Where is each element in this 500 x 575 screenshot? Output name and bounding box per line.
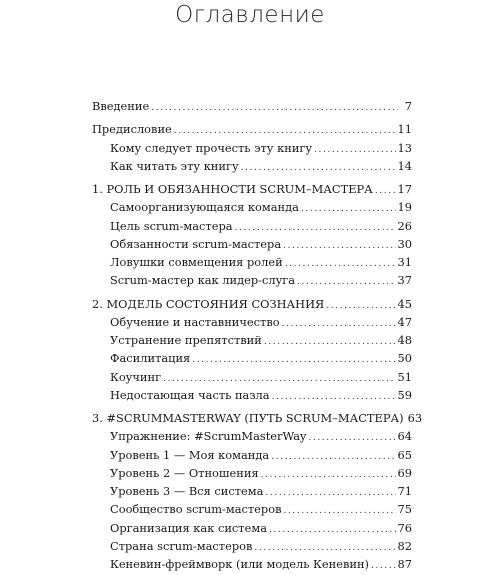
toc-entry-page-number: 37 <box>397 273 412 288</box>
dot-leader <box>283 502 395 520</box>
toc-chapter-entry[interactable] <box>92 295 412 313</box>
toc-entry-label: Кому следует прочесть эту книгу <box>110 140 313 155</box>
dot-leader <box>272 388 396 406</box>
toc-section-entry[interactable] <box>92 446 412 464</box>
toc-entry-label: Сообщество scrum-мастеров <box>110 502 282 517</box>
toc-entry-page-number: 19 <box>397 200 412 215</box>
toc-entry-label: 2. МОДЕЛЬ СОСТОЯНИЯ СОЗНАНИЯ <box>92 296 325 311</box>
toc-section-entry[interactable] <box>92 331 412 349</box>
toc-entry-page-number: 45 <box>397 296 412 311</box>
toc-entry-page-number: 65 <box>397 447 412 462</box>
toc-entry-page-number: 13 <box>397 140 412 155</box>
toc-chapter-entry[interactable] <box>92 97 412 115</box>
dot-leader <box>271 448 395 466</box>
toc-section-entry[interactable] <box>92 537 412 555</box>
toc-entry-label: Введение <box>92 99 150 113</box>
dot-leader <box>297 273 395 291</box>
toc-entry-label: 3. #SCRUMMASTERWAY (ПУТЬ SCRUM–МАСТЕРА) <box>92 411 404 425</box>
toc-entry-label: Недостающая часть пазла <box>110 387 270 402</box>
toc-section-entry[interactable] <box>92 482 412 500</box>
dot-leader <box>282 315 396 333</box>
toc-entry-page-number: 51 <box>397 369 412 384</box>
toc-section-entry[interactable] <box>92 235 412 253</box>
dot-leader <box>151 99 398 117</box>
toc-entry-label: Коучинг <box>110 369 162 384</box>
dot-leader <box>261 466 396 484</box>
toc-entry-page-number: 50 <box>397 351 412 366</box>
toc-entry-label: Цель scrum-мастера <box>110 218 233 233</box>
toc-entry-page-number: 47 <box>397 314 412 329</box>
toc-section-entry[interactable] <box>92 271 412 289</box>
toc-section-entry[interactable] <box>92 555 412 573</box>
toc-section-entry[interactable] <box>92 427 412 445</box>
toc-entry-label: Страна scrum-мастеров <box>110 538 253 553</box>
toc-section-entry[interactable] <box>92 349 412 367</box>
dot-leader <box>264 333 396 351</box>
dot-leader <box>301 200 396 218</box>
toc-entry-page-number: 7 <box>404 99 412 113</box>
toc-entry-page-number: 17 <box>397 182 412 196</box>
toc-section-entry[interactable] <box>92 253 412 271</box>
toc-chapter-entry[interactable] <box>92 120 412 138</box>
toc-entry-page-number: 75 <box>397 502 412 517</box>
toc-chapter-entry[interactable] <box>92 409 423 427</box>
dot-leader <box>375 182 396 200</box>
dot-leader <box>283 237 395 255</box>
toc-entry-page-number: 48 <box>397 333 412 347</box>
toc-entry-label: Организация как система <box>110 520 267 535</box>
dot-leader <box>269 521 396 539</box>
toc-entry-label: Уровень 3 — Вся система <box>110 484 264 498</box>
toc-section-entry[interactable] <box>92 500 412 518</box>
dot-leader <box>371 557 396 575</box>
toc-entry-page-number: 76 <box>397 520 412 535</box>
toc-section-entry[interactable] <box>92 217 412 235</box>
toc-section-entry[interactable] <box>92 313 412 331</box>
toc-entry-label: Самоорганизующаяся команда <box>110 200 299 215</box>
toc-entry-label: Уровень 1 — Моя команда <box>110 447 270 462</box>
toc-entry-page-number: 30 <box>397 236 412 251</box>
toc-entry-page-number: 64 <box>397 429 412 444</box>
toc-entry-label: Упражнение: #ScrumMasterWay <box>110 429 307 444</box>
toc-entry-label: Уровень 2 — Отношения <box>110 465 259 480</box>
dot-leader <box>241 159 396 177</box>
dot-leader <box>314 141 395 159</box>
toc-entry-label: Обучение и наставничество <box>110 314 280 329</box>
toc-entry-label: Кеневин-фреймворк (или модель Кеневин) <box>110 557 369 571</box>
toc-section-entry[interactable] <box>92 519 412 537</box>
toc-entry-label: Ловушки совмещения ролей <box>110 255 283 269</box>
toc-entry-label: Scrum-мастер как лидер-слуга <box>110 273 296 288</box>
toc-section-entry[interactable] <box>92 139 412 157</box>
page-title: Оглавление <box>175 2 325 28</box>
toc-entry-page-number: 87 <box>397 557 412 571</box>
toc-section-entry[interactable] <box>92 157 412 175</box>
toc-entry-label: Устранение препятствий <box>110 333 262 347</box>
toc-section-entry[interactable] <box>92 464 412 482</box>
toc-entry-page-number: 59 <box>397 387 412 402</box>
toc-entry-label: Фасилитация <box>110 351 191 366</box>
toc-entry-page-number: 69 <box>397 465 412 480</box>
toc-entry-page-number: 31 <box>397 255 412 269</box>
toc-entry-label: 1. РОЛЬ И ОБЯЗАННОСТИ SCRUM–МАСТЕРА <box>92 182 373 196</box>
toc-entry-page-number: 26 <box>397 218 412 233</box>
dot-leader <box>308 429 395 447</box>
toc-entry-label: Как читать эту книгу <box>110 158 239 173</box>
toc-section-entry[interactable] <box>92 198 412 216</box>
toc-entry-page-number: 63 <box>407 411 423 425</box>
toc-entry-label: Обязанности scrum-мастера <box>110 236 282 251</box>
toc-entry-label: Предисловие <box>92 122 172 137</box>
toc-chapter-entry[interactable] <box>92 180 412 198</box>
dot-leader <box>192 351 395 369</box>
toc-section-entry[interactable] <box>92 386 412 404</box>
table-of-contents <box>92 97 423 573</box>
toc-entry-page-number: 82 <box>397 538 412 553</box>
toc-section-entry[interactable] <box>92 368 412 386</box>
toc-entry-page-number: 71 <box>397 484 412 498</box>
toc-entry-page-number: 11 <box>397 122 412 137</box>
dot-leader <box>326 297 395 315</box>
dot-leader <box>285 255 396 273</box>
toc-entry-page-number: 14 <box>397 158 412 173</box>
